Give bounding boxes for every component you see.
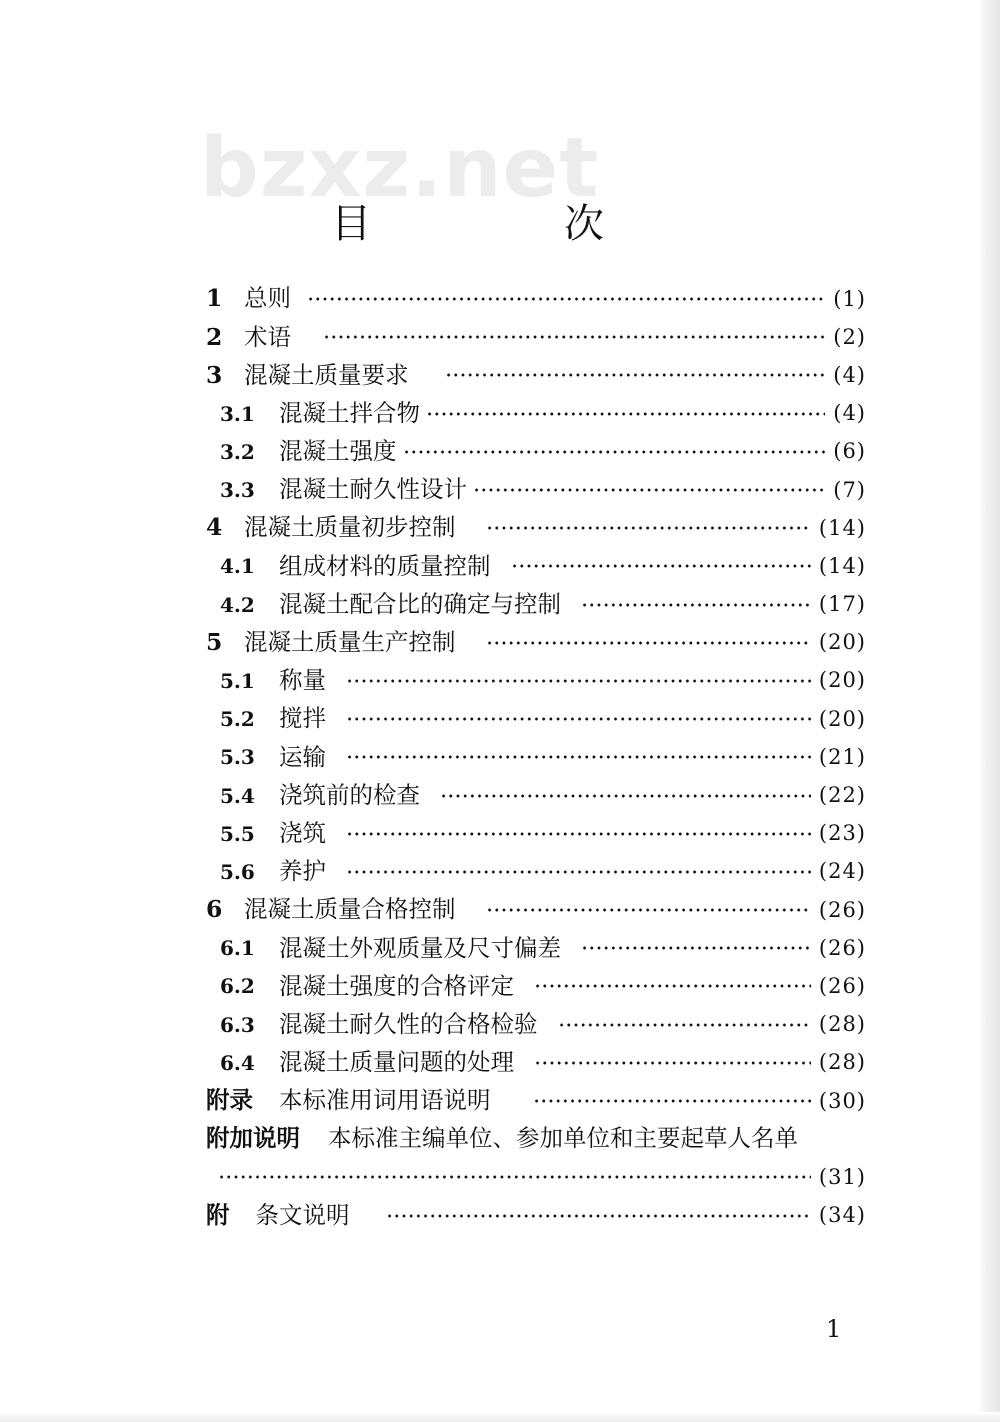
toc-number: 附录 xyxy=(206,1086,253,1115)
toc-title: 本标准主编单位、参加单位和主要起草人名单 xyxy=(328,1124,798,1153)
toc-title: 混凝土质量初步控制 xyxy=(244,513,456,542)
toc-page: (2) xyxy=(833,324,866,349)
toc-entry-4-1[interactable] xyxy=(206,547,866,585)
watermark: bzxz.net xyxy=(200,121,600,216)
toc-entry-3-1[interactable] xyxy=(206,395,866,433)
toc-number: 5.6 xyxy=(220,859,255,884)
leader-dots xyxy=(346,678,811,684)
toc-entry-5-3[interactable] xyxy=(206,738,866,776)
toc-title: 浇筑 xyxy=(279,818,326,847)
leader-dots xyxy=(486,640,811,646)
toc-number: 1 xyxy=(206,284,223,313)
toc-number: 6.2 xyxy=(220,974,255,999)
toc-entry-appendix[interactable] xyxy=(206,1082,866,1120)
leader-dots xyxy=(581,945,811,951)
toc-page: (26) xyxy=(818,935,866,960)
leader-dots xyxy=(511,563,811,569)
toc-title: 混凝土拌合物 xyxy=(279,398,420,427)
leader-dots xyxy=(534,983,811,989)
toc-number: 6 xyxy=(206,895,223,924)
toc-title: 混凝土外观质量及尺寸偏差 xyxy=(279,933,561,962)
page-number: 1 xyxy=(826,1315,842,1343)
toc-entry-6[interactable] xyxy=(206,891,866,929)
leader-dots xyxy=(218,1174,811,1180)
toc-entry-6-4[interactable] xyxy=(206,1044,866,1082)
toc-entry-5-2[interactable] xyxy=(206,700,866,738)
toc-page: (30) xyxy=(818,1088,866,1113)
page-title: 目 次 xyxy=(331,201,694,247)
toc-number: 5.4 xyxy=(220,783,255,808)
toc-number: 5 xyxy=(206,628,223,657)
leader-dots xyxy=(426,411,825,417)
toc-page: (26) xyxy=(818,973,866,998)
toc-title: 搅拌 xyxy=(279,704,326,733)
leader-dots xyxy=(403,449,826,455)
toc-number: 5.2 xyxy=(220,707,255,732)
toc-number: 5.3 xyxy=(220,745,255,770)
toc-entry-2[interactable] xyxy=(206,318,866,356)
toc-title: 称量 xyxy=(279,666,326,695)
toc-entry-3-2[interactable] xyxy=(206,433,866,471)
toc-page: (20) xyxy=(818,668,866,693)
toc-entry-5-6[interactable] xyxy=(206,853,866,891)
toc-number: 附 xyxy=(206,1200,230,1229)
toc-title: 总则 xyxy=(244,284,291,313)
toc-title: 术语 xyxy=(244,322,291,351)
toc-entry-5-1[interactable] xyxy=(206,662,866,700)
leader-dots xyxy=(323,334,825,340)
leader-dots xyxy=(346,831,811,837)
toc-title: 混凝土耐久性的合格检验 xyxy=(279,1009,538,1038)
toc-number: 3.1 xyxy=(220,401,255,426)
toc-number: 3.3 xyxy=(220,478,255,503)
toc-number: 附加说明 xyxy=(206,1124,300,1153)
toc-entry-additional-notes[interactable] xyxy=(206,1120,866,1158)
toc-title: 条文说明 xyxy=(255,1200,350,1229)
toc-page: (34) xyxy=(818,1203,866,1228)
leader-dots xyxy=(534,1060,811,1066)
leader-dots xyxy=(307,296,825,302)
toc-number: 4.1 xyxy=(220,554,255,579)
toc-page: (31) xyxy=(818,1164,866,1189)
toc-title: 养护 xyxy=(279,857,326,886)
toc-entry-5-4[interactable] xyxy=(206,776,866,814)
toc-page: (21) xyxy=(818,744,866,769)
leader-dots xyxy=(346,716,811,722)
toc-number: 6.1 xyxy=(220,936,255,961)
toc-entry-additional-notes-continued[interactable] xyxy=(206,1158,866,1196)
toc-number: 2 xyxy=(206,322,223,351)
toc-entry-5[interactable] xyxy=(206,624,866,662)
toc-number: 3 xyxy=(206,360,223,389)
toc-title: 混凝土配合比的确定与控制 xyxy=(279,589,561,618)
toc-title: 组成材料的质量控制 xyxy=(279,551,491,580)
toc-entry-4[interactable] xyxy=(206,509,866,547)
toc-title: 运输 xyxy=(279,742,326,771)
toc-title: 浇筑前的检查 xyxy=(279,780,420,809)
toc-page: (24) xyxy=(818,859,866,884)
toc-title: 混凝土强度 xyxy=(279,437,397,466)
toc-page: (28) xyxy=(818,1050,866,1075)
leader-dots xyxy=(386,1213,811,1219)
leader-dots xyxy=(581,602,811,608)
toc-page: (26) xyxy=(818,897,866,922)
leader-dots xyxy=(558,1022,811,1028)
leader-dots xyxy=(486,907,811,913)
toc-page: (1) xyxy=(833,286,866,311)
toc-page: (4) xyxy=(833,362,866,387)
leader-dots xyxy=(533,1098,811,1104)
table-of-contents xyxy=(206,280,866,1235)
toc-page: (17) xyxy=(818,592,866,617)
toc-page: (14) xyxy=(818,515,866,540)
leader-dots xyxy=(440,793,811,799)
toc-title: 混凝土质量合格控制 xyxy=(244,895,456,924)
toc-entry-3[interactable] xyxy=(206,356,866,394)
toc-page: (23) xyxy=(818,821,866,846)
toc-page: (28) xyxy=(818,1012,866,1037)
toc-entry-3-3[interactable] xyxy=(206,471,866,509)
toc-title: 混凝土质量问题的处理 xyxy=(279,1048,514,1077)
toc-number: 3.2 xyxy=(220,439,255,464)
toc-entry-1[interactable] xyxy=(206,280,866,318)
leader-dots xyxy=(486,525,811,531)
toc-entry-clause-notes[interactable] xyxy=(206,1197,866,1235)
leader-dots xyxy=(445,372,826,378)
toc-entry-6-1[interactable] xyxy=(206,929,866,967)
leader-dots xyxy=(473,487,825,493)
toc-page: (20) xyxy=(818,706,866,731)
toc-title: 本标准用词用语说明 xyxy=(279,1086,491,1115)
toc-entry-5-5[interactable] xyxy=(206,815,866,853)
toc-page: (14) xyxy=(818,553,866,578)
toc-number: 5.5 xyxy=(220,821,255,846)
toc-title: 混凝土质量生产控制 xyxy=(244,628,456,657)
toc-number: 4 xyxy=(206,513,223,542)
toc-entry-6-3[interactable] xyxy=(206,1006,866,1044)
toc-number: 6.3 xyxy=(220,1012,255,1037)
toc-entry-4-2[interactable] xyxy=(206,586,866,624)
toc-title: 混凝土耐久性设计 xyxy=(279,475,467,504)
toc-number: 5.1 xyxy=(220,668,255,693)
leader-dots xyxy=(346,869,811,875)
toc-page: (7) xyxy=(833,477,866,502)
leader-dots xyxy=(346,754,811,760)
toc-title: 混凝土质量要求 xyxy=(244,360,409,389)
toc-number: 4.2 xyxy=(220,592,255,617)
toc-entry-6-2[interactable] xyxy=(206,967,866,1005)
toc-page: (4) xyxy=(833,401,866,426)
toc-page: (22) xyxy=(818,783,866,808)
toc-page: (20) xyxy=(818,630,866,655)
toc-page: (6) xyxy=(833,439,866,464)
toc-title: 混凝土强度的合格评定 xyxy=(279,971,514,1000)
page-bottom-shadow xyxy=(0,1412,1000,1422)
toc-number: 6.4 xyxy=(220,1050,255,1075)
